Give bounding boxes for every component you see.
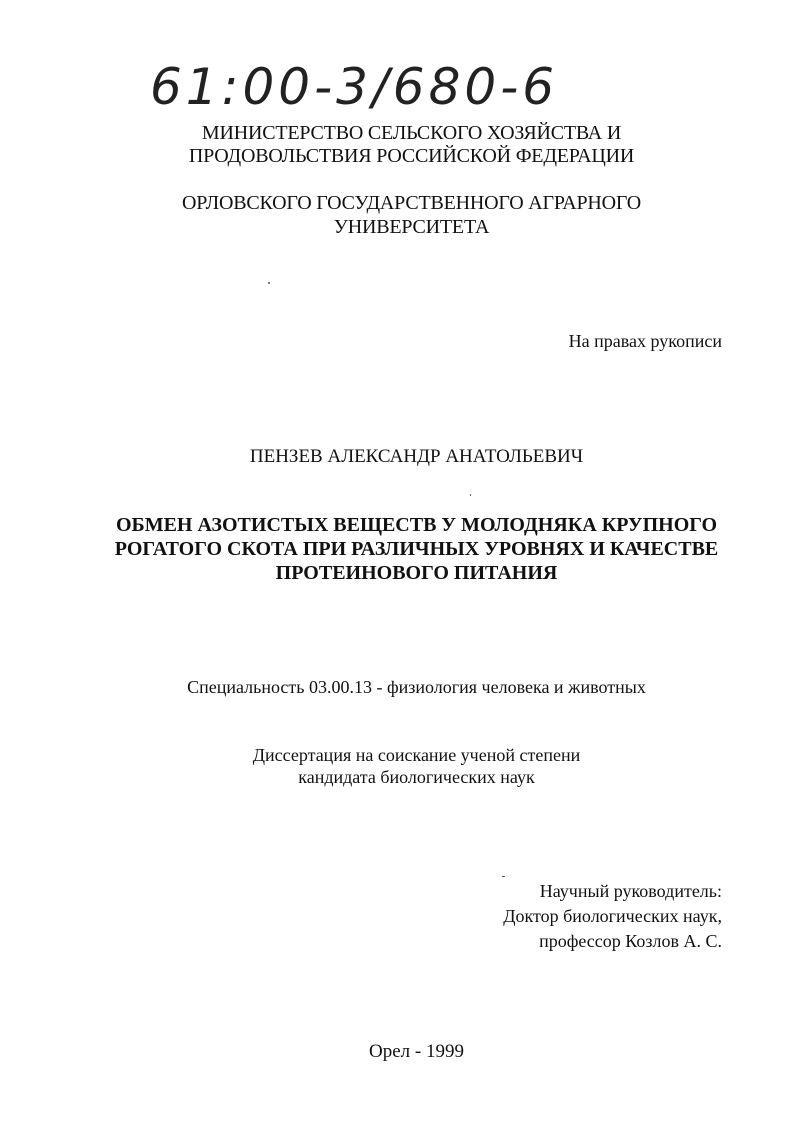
dissertation-title [0, 513, 793, 585]
manuscript-note: На правах рукописи [568, 331, 722, 351]
supervisor-line-2: Доктор биологических наук, [503, 906, 722, 926]
author-name-text: ПЕНЗЕВ АЛЕКСАНДР АНАТОЛЬЕВИЧ [249, 446, 584, 467]
ministry-line-1: МИНИСТЕРСТВО СЕЛЬСКОГО ХОЗЯЙСТВА И [201, 122, 622, 144]
title-line-1: ОБМЕН АЗОТИСТЫХ ВЕЩЕСТВ У МОЛОДНЯКА КРУПНОГО [115, 514, 718, 536]
degree-statement [0, 744, 793, 788]
handwritten-archive-number [150, 52, 580, 122]
supervisor-line-3: профессор Козлов А. С. [539, 931, 722, 951]
specialty-text: Специальность 03.00.13 - физиология человека и животных [187, 677, 646, 697]
university-heading [0, 191, 793, 239]
degree-line-1: Диссертация на соискание ученой степени [252, 745, 581, 765]
author-name [0, 446, 793, 468]
ministry-heading [0, 122, 793, 168]
city-year-text: Орел - 1999 [369, 1041, 464, 1062]
scan-speck [470, 494, 471, 496]
city-and-year [0, 1041, 793, 1063]
supervisor-block [503, 879, 722, 954]
university-line-2: УНИВЕРСИТЕТА [333, 216, 490, 238]
title-line-2: РОГАТОГО СКОТА ПРИ РАЗЛИЧНЫХ УРОВНЯХ И КАЧЕСТВЕ [114, 538, 719, 560]
degree-line-2: кандидата биологических наук [298, 767, 535, 787]
archive-number-text: 61:00-3/680-6 [150, 58, 559, 116]
ministry-line-2: ПРОДОВОЛЬСТВИЯ РОССИЙСКОЙ ФЕДЕРАЦИИ [188, 145, 635, 167]
scan-speck [502, 876, 505, 877]
university-line-1: ОРЛОВСКОГО ГОСУДАРСТВЕННОГО АГРАРНОГО [181, 192, 642, 214]
supervisor-line-1: Научный руководитель: [539, 881, 722, 901]
scan-speck [268, 282, 270, 284]
title-line-3: ПРОТЕИНОВОГО ПИТАНИЯ [275, 562, 558, 584]
specialty-line [0, 676, 793, 698]
